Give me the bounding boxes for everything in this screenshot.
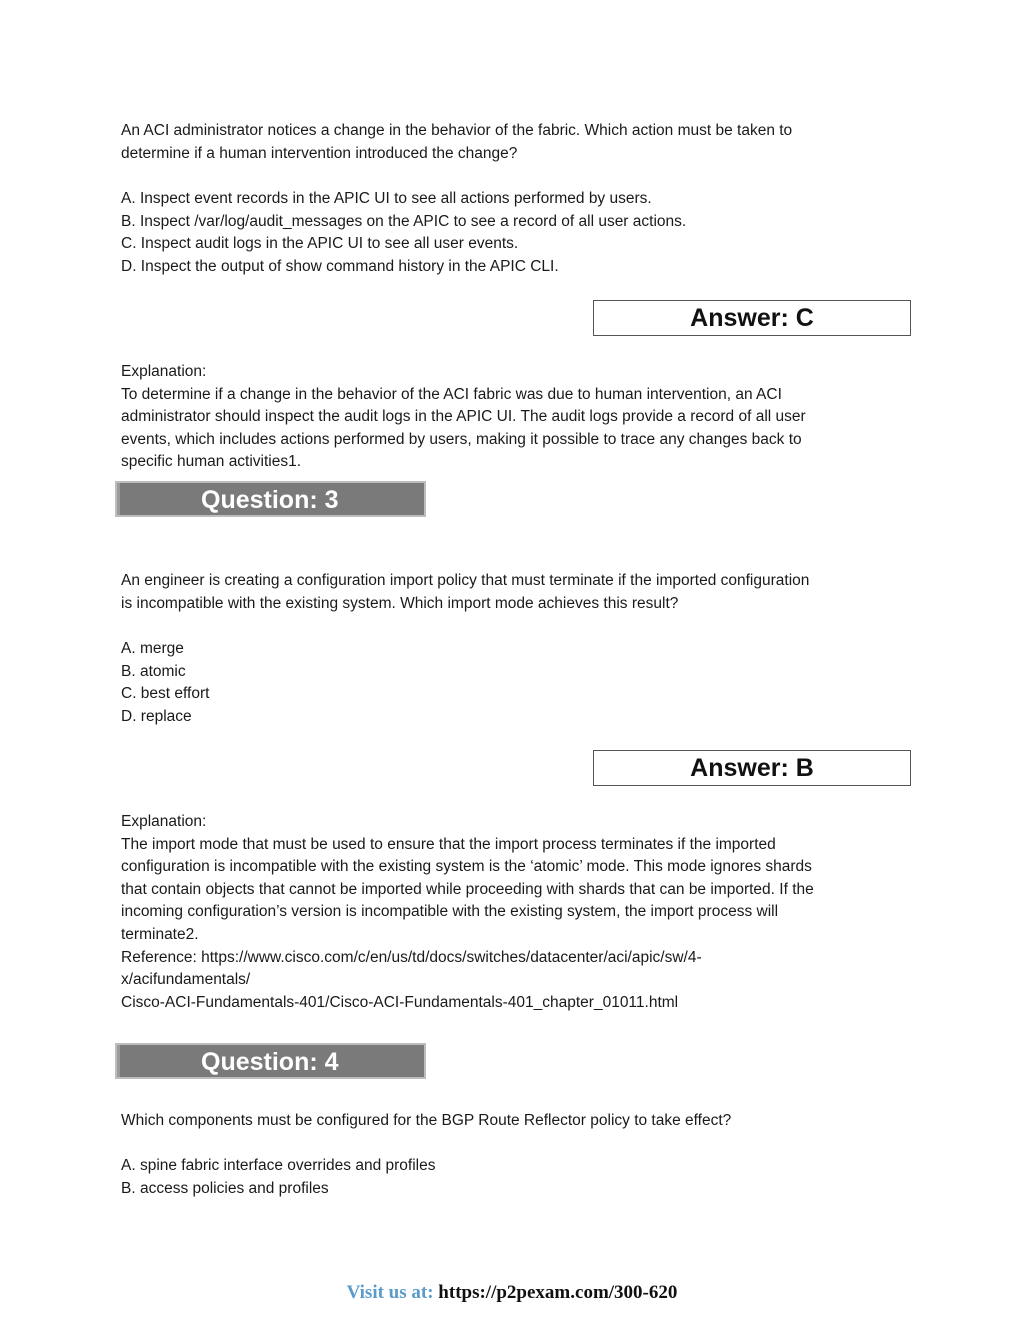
page-footer xyxy=(0,1282,1024,1304)
q2-answer-box: Answer: C xyxy=(593,300,911,336)
reference-line: Reference: https://www.cisco.com/c/en/us/td/docs/switches/datacenter/aci/apic/sw/4- xyxy=(121,948,702,966)
text-line: specific human activities1. xyxy=(121,453,302,471)
text-line: The import mode that must be used to ensure that the import process terminates if the imported xyxy=(121,835,776,853)
question-3-heading-bar xyxy=(115,481,426,517)
text-line: Which components must be configured for the BGP Route Reflector policy to take effect? xyxy=(121,1112,732,1129)
q3-explanation xyxy=(121,811,911,1014)
text-line: administrator should inspect the audit logs in the APIC UI. The audit logs provide a record of all user xyxy=(121,408,806,426)
option-a: A. Inspect event records in the APIC UI to see all actions performed by users. xyxy=(121,190,652,207)
text-line: that contain objects that cannot be imported while proceeding with shards that can be imported. If the xyxy=(121,880,814,898)
question-4-heading: Question: 4 xyxy=(201,1048,339,1076)
reference-line: x/acifundamentals/ xyxy=(121,971,251,989)
text-line: terminate2. xyxy=(121,925,199,943)
option-c: C. Inspect audit logs in the APIC UI to see all user events. xyxy=(121,235,519,253)
footer-label: Visit us at: xyxy=(346,1282,434,1303)
text-line: incoming configuration’s version is incompatible with the existing system, the import process will xyxy=(121,903,779,921)
q4-question-text xyxy=(121,1110,911,1133)
q2-question-text xyxy=(121,120,911,165)
option-a: A. merge xyxy=(121,640,184,657)
option-a: A. spine fabric interface overrides and profiles xyxy=(121,1157,436,1174)
text-line: configuration is incompatible with the existing system is the ‘atomic’ mode. This mode ignores shards xyxy=(121,858,812,876)
text-line: Explanation: xyxy=(121,813,207,830)
q2-options xyxy=(121,188,911,278)
text-line: is incompatible with the existing system. Which import mode achieves this result? xyxy=(121,594,679,612)
text-line: An ACI administrator notices a change in the behavior of the fabric. Which action must be taken to xyxy=(121,122,793,139)
text-line: An engineer is creating a configuration import policy that must terminate if the imported configuration xyxy=(121,572,810,589)
question-4-heading-bar xyxy=(115,1043,426,1079)
q3-question-text xyxy=(121,570,911,615)
text-line: To determine if a change in the behavior of the ACI fabric was due to human intervention, an ACI xyxy=(121,385,782,403)
option-b: B. atomic xyxy=(121,662,186,680)
q2-explanation xyxy=(121,361,911,474)
text-line: events, which includes actions performed by users, making it possible to trace any changes back to xyxy=(121,430,802,448)
q3-answer-box: Answer: B xyxy=(593,750,911,786)
q4-options xyxy=(121,1155,911,1200)
footer-url-link[interactable]: https://p2pexam.com/300-620 xyxy=(438,1282,678,1303)
option-c: C. best effort xyxy=(121,685,210,703)
text-line: Explanation: xyxy=(121,363,207,380)
option-d: D. replace xyxy=(121,707,192,725)
option-d: D. Inspect the output of show command history in the APIC CLI. xyxy=(121,257,559,275)
option-b: B. Inspect /var/log/audit_messages on the APIC to see a record of all user actions. xyxy=(121,212,687,230)
reference-line: Cisco-ACI-Fundamentals-401/Cisco-ACI-Fundamentals-401_chapter_01011.html xyxy=(121,993,679,1011)
q3-options xyxy=(121,638,911,728)
option-b: B. access policies and profiles xyxy=(121,1179,329,1197)
question-3-heading: Question: 3 xyxy=(201,486,339,514)
text-line: determine if a human intervention introduced the change? xyxy=(121,144,518,162)
